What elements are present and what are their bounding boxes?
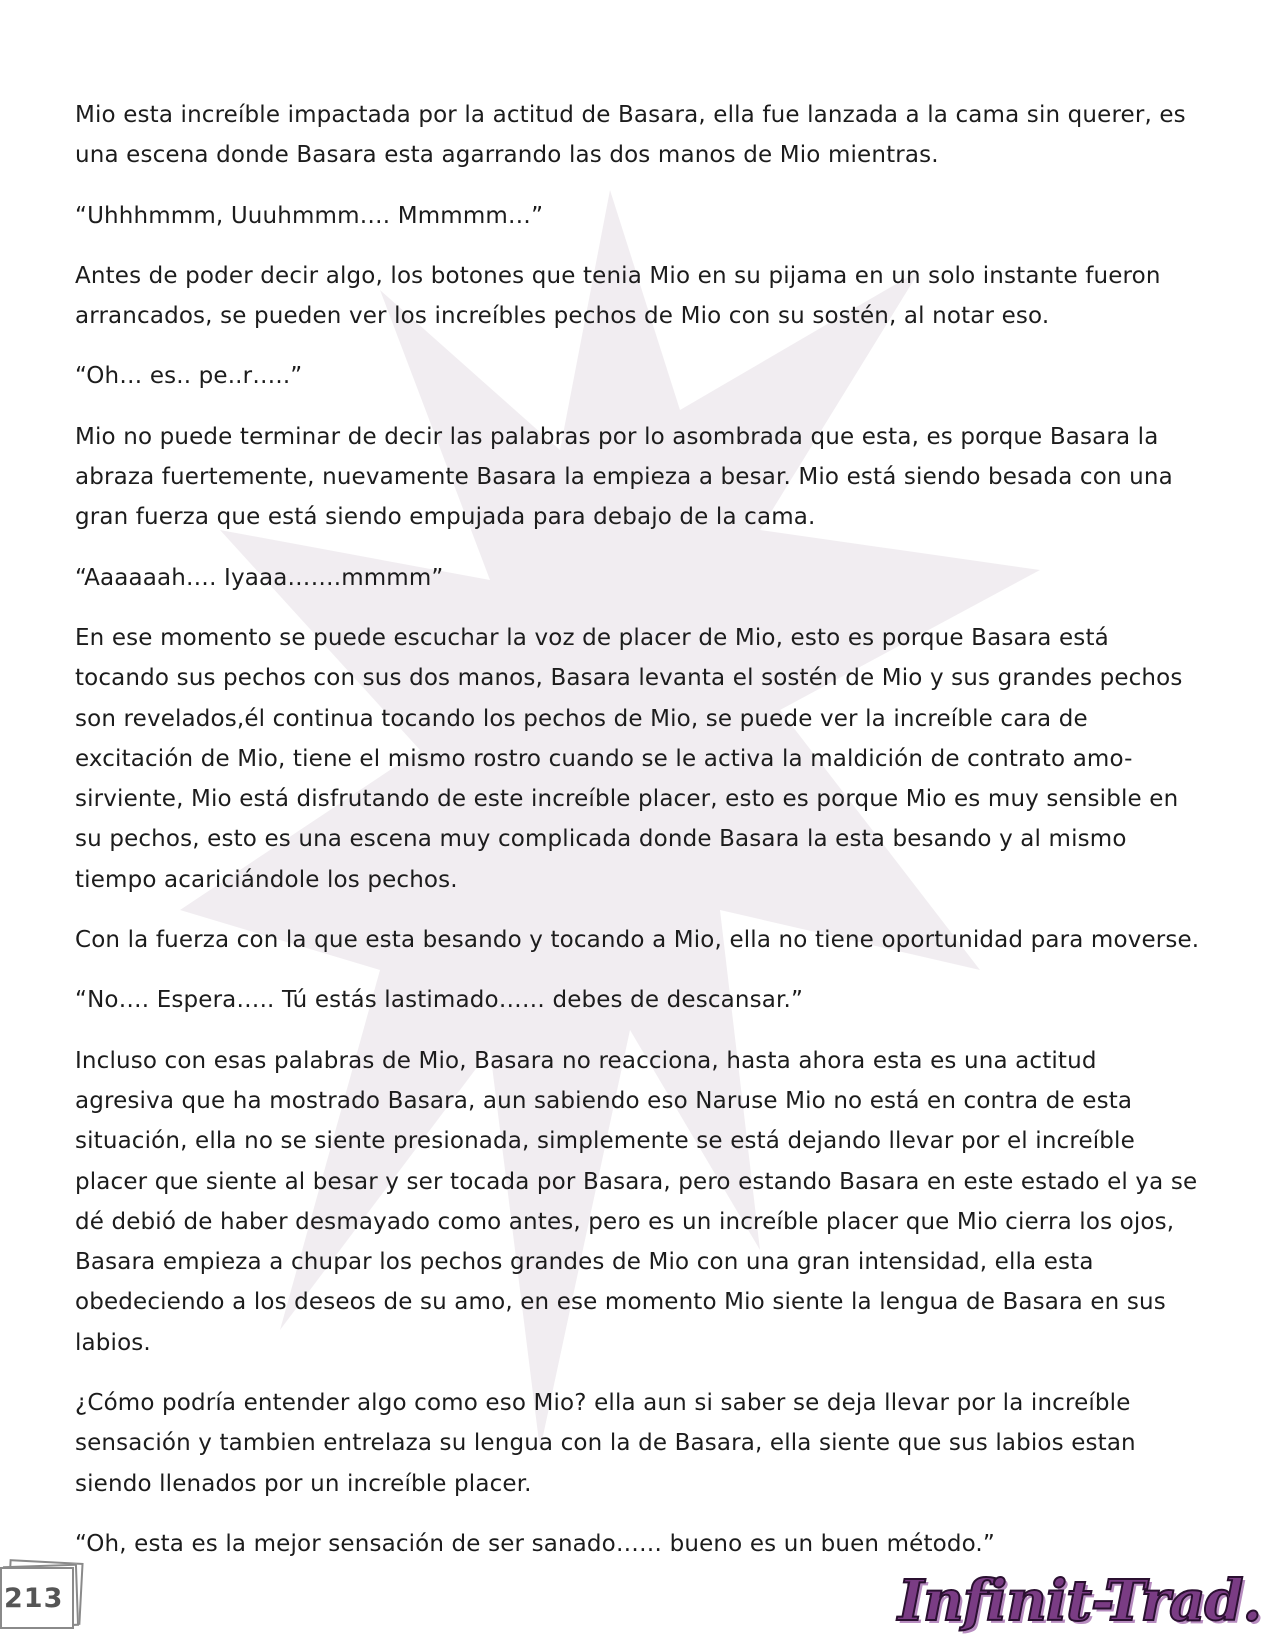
paragraph: “Oh… es.. pe..r…..”	[75, 363, 303, 390]
paragraph: Antes de poder decir algo, los botones que tenia Mio en su pijama en un solo instante fueron arrancados, se pueden ver los increíbles pechos de Mio con su sostén, al notar eso.	[75, 262, 1161, 330]
page-number: 213	[4, 1583, 64, 1614]
paragraph: “Aaaaaah…. Iyaaa…….mmmm”	[75, 564, 444, 591]
paragraph: “Uhhhmmm, Uuuhmmm…. Mmmmm…”	[75, 202, 544, 229]
page-number-badge	[0, 1563, 80, 1631]
document-body	[75, 95, 1200, 1584]
paragraph: “Oh, esta es la mejor sensación de ser sanado…… bueno es un buen método.”	[75, 1530, 995, 1557]
paragraph: En ese momento se puede escuchar la voz de placer de Mio, esto es porque Basara está tocando sus pechos con sus dos manos, Basara levanta el sostén de Mio y sus grandes pechos son revelados,él continua tocando los pechos de Mio, se puede ver la increíble cara de excitación de Mio, tiene el mismo rostro cuando se le activa la maldición de contrato amo-sirviente, Mio está disfrutando de este increíble placer, esto es porque Mio es muy sensible en su pechos, esto es una escena muy complicada donde Basara la esta besando y al mismo tiempo acariciándole los pechos.	[75, 624, 1183, 893]
paragraph: ¿Cómo podría entender algo como eso Mio? ella aun si saber se deja llevar por la increíble sensación y tambien entrelaza su lengua con la de Basara, ella siente que sus labios estan siendo llenados por un increíble placer.	[75, 1390, 1136, 1497]
paragraph: Mio esta increíble impactada por la actitud de Basara, ella fue lanzada a la cama sin querer, es una escena donde Basara esta agarrando las dos manos de Mio mientras.	[75, 102, 1186, 169]
translator-logo: Infinit-Trad.	[897, 1568, 1261, 1634]
paragraph: “No…. Espera….. Tú estás lastimado…… debes de descansar.”	[75, 987, 804, 1014]
paragraph: Con la fuerza con la que esta besando y tocando a Mio, ella no tiene oportunidad para moverse.	[75, 927, 1200, 954]
paragraph: Incluso con esas palabras de Mio, Basara no reacciona, hasta ahora esta es una actitud agresiva que ha mostrado Basara, aun sabiendo eso Naruse Mio no está en contra de esta situación, ella no se siente presionada, simplemente se está dejando llevar por el increíble placer que siente al besar y ser tocada por Basara, pero estando Basara en este estado el ya se dé debió de haber desmayado como antes, pero es un increíble placer que Mio cierra los ojos, Basara empieza a chupar los pechos grandes de Mio con una gran intensidad, ella esta obedeciendo a los deseos de su amo, en ese momento Mio siente la lengua de Basara en sus labios.	[75, 1047, 1198, 1356]
paragraph: Mio no puede terminar de decir las palabras por lo asombrada que esta, es porque Basara la abraza fuertemente, nuevamente Basara la empieza a besar. Mio está siendo besada con una gran fuerza que está siendo empujada para debajo de la cama.	[75, 423, 1173, 531]
